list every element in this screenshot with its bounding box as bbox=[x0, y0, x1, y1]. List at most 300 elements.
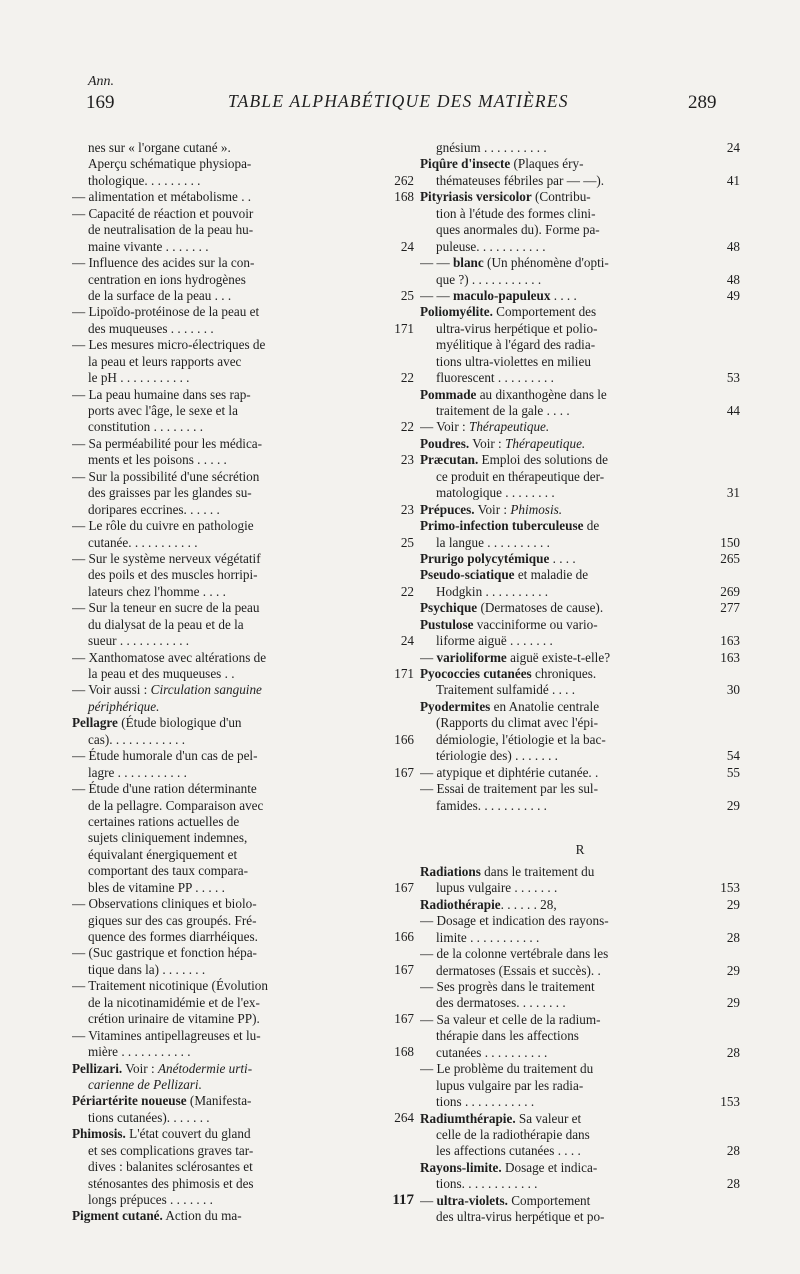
entry-text: Action du ma- bbox=[162, 1208, 242, 1224]
entry-text: — bbox=[420, 649, 437, 665]
page-ref: 29 bbox=[726, 962, 740, 978]
index-entry-line bbox=[72, 156, 414, 172]
page-ref: 117 bbox=[392, 1192, 414, 1208]
page-ref: 31 bbox=[726, 485, 740, 501]
entry-text: Voir : bbox=[122, 1060, 158, 1076]
entry-text: ports avec l'âge, le sexe et la bbox=[88, 403, 238, 418]
page-ref: 167 bbox=[394, 764, 414, 780]
entry-text: — Le rôle du cuivre en pathologie bbox=[72, 518, 254, 534]
entry-text: — Ses progrès dans le traitement bbox=[420, 979, 595, 994]
entry-text: — Voir : bbox=[420, 419, 469, 435]
entry-text: et maladie de bbox=[514, 567, 589, 583]
index-entry-heading bbox=[72, 1061, 414, 1077]
index-entry-line bbox=[72, 913, 414, 929]
index-entry-line bbox=[420, 946, 740, 962]
index-entry-line bbox=[420, 173, 740, 189]
entry-text: — Vitamines antipellagreuses et lu- bbox=[72, 1027, 261, 1043]
index-entry-line bbox=[72, 189, 414, 205]
entry-text: constitution . . . . . . . . bbox=[88, 419, 204, 435]
entry-term: Pityriasis versicolor bbox=[420, 189, 532, 205]
entry-term: Piqûre d'insecte bbox=[420, 156, 511, 172]
entry-text: — Voir aussi : bbox=[72, 682, 151, 698]
page-number: 289 bbox=[688, 92, 717, 113]
entry-text: des muqueuses . . . . . . . bbox=[88, 320, 214, 336]
page-ref: 28 bbox=[726, 1143, 740, 1159]
entry-term: Primo-infection tuberculeuse bbox=[420, 518, 584, 534]
entry-text: (Dermatoses de cause). bbox=[477, 600, 604, 616]
index-entry-heading bbox=[420, 304, 740, 320]
index-entry-line bbox=[420, 1193, 740, 1209]
entry-text: de la nicotinamidémie et de l'ex- bbox=[88, 994, 260, 1010]
entry-term: Præcutan. bbox=[420, 452, 479, 468]
index-entry-line bbox=[72, 880, 414, 896]
index-entry-line bbox=[420, 485, 740, 501]
entry-text: — de la colonne vertébrale dans les bbox=[420, 946, 609, 962]
index-entry-line bbox=[420, 913, 740, 929]
entry-text: ques anormales du). Forme pa- bbox=[436, 222, 600, 238]
entry-text: (Un phénomène d'opti- bbox=[483, 255, 609, 271]
index-entry-line bbox=[420, 1045, 740, 1061]
page-ref: 54 bbox=[726, 748, 740, 764]
index-entry-line bbox=[72, 732, 414, 748]
entry-text: des dermatoses. . . . . . . . bbox=[436, 995, 566, 1011]
entry-term: Prurigo polycytémique bbox=[420, 550, 550, 566]
entry-term: Pellagre bbox=[72, 715, 118, 731]
entry-text: de neutralisation de la peau hu- bbox=[88, 222, 254, 238]
index-entry-line bbox=[72, 1143, 414, 1159]
entry-text: chroniques. bbox=[531, 666, 597, 681]
page-ref: 41 bbox=[726, 172, 740, 188]
entry-text: . . . . bbox=[550, 287, 577, 303]
entry-term: Pommade bbox=[420, 386, 477, 402]
index-entry-line bbox=[72, 469, 414, 485]
index-entry-line bbox=[72, 633, 414, 649]
entry-text: — Les mesures micro-électriques de bbox=[72, 337, 266, 353]
index-entry-heading bbox=[420, 1160, 740, 1176]
page-ref: 29 bbox=[726, 797, 740, 813]
index-entry-line bbox=[72, 929, 414, 945]
index-entry-line bbox=[420, 765, 740, 781]
entry-term: Phimosis. bbox=[72, 1126, 126, 1142]
index-entry-line bbox=[420, 206, 740, 222]
page-ref: 49 bbox=[726, 287, 740, 303]
entry-text: liforme aiguë . . . . . . . bbox=[436, 633, 553, 649]
index-entry-line bbox=[420, 748, 740, 764]
index-entry-heading bbox=[420, 699, 740, 715]
entry-term: Radiumthérapie. bbox=[420, 1110, 516, 1126]
entry-text: . . . . . . 28, bbox=[500, 896, 557, 912]
index-entry-heading bbox=[420, 387, 740, 403]
index-entry-line bbox=[72, 748, 414, 764]
index-column-left bbox=[72, 140, 414, 1225]
index-entry-line bbox=[72, 584, 414, 600]
entry-subterm: maculo-papuleux bbox=[452, 287, 551, 303]
entry-text: tions. . . . . . . . . . . . bbox=[436, 1176, 538, 1192]
entry-text: Aperçu schématique physiopa- bbox=[88, 156, 252, 172]
page-ref: 23 bbox=[400, 501, 414, 517]
index-entry-line bbox=[72, 1176, 414, 1192]
entry-text: la peau et leurs rapports avec bbox=[88, 353, 242, 369]
entry-text: tique dans la) . . . . . . . bbox=[88, 961, 206, 977]
page-ref: 168 bbox=[394, 1044, 414, 1060]
entry-text: . . . . bbox=[549, 550, 576, 566]
entry-text: — Capacité de réaction et pouvoir bbox=[72, 205, 254, 221]
entry-text: de bbox=[583, 518, 600, 534]
entry-text: — Influence des acides sur la con- bbox=[72, 255, 255, 271]
entry-text: — Le problème du traitement du bbox=[420, 1061, 594, 1077]
section-letter: R bbox=[575, 841, 585, 857]
page-ref: 22 bbox=[400, 583, 414, 599]
entry-text: traitement de la gale . . . . bbox=[436, 403, 570, 418]
index-entry-line bbox=[420, 995, 740, 1011]
entry-term: Pustulose bbox=[420, 616, 474, 632]
entry-text: myélitique à l'égard des radia- bbox=[436, 337, 596, 353]
entry-text: ce produit en thérapeutique der- bbox=[436, 468, 605, 484]
entry-text: — Lipoïdo-protéinose de la peau et bbox=[72, 304, 260, 320]
page-ref: 55 bbox=[726, 764, 740, 780]
entry-text: que ?) . . . . . . . . . . . bbox=[436, 271, 542, 287]
entry-text: des ultra-virus herpétique et po- bbox=[436, 1209, 605, 1225]
entry-text: gnésium . . . . . . . . . . bbox=[436, 140, 547, 155]
entry-text: du dialysat de la peau et de la bbox=[88, 616, 244, 632]
index-entry-line bbox=[72, 337, 414, 353]
entry-text: — atypique et diphtérie cutanée. . bbox=[420, 764, 599, 780]
index-entry-line bbox=[420, 1061, 740, 1077]
index-entry-line bbox=[72, 370, 414, 386]
index-entry-line bbox=[420, 1012, 740, 1028]
entry-text: — — bbox=[420, 287, 453, 303]
index-entry-line bbox=[72, 1077, 414, 1093]
index-entry-heading bbox=[420, 600, 740, 616]
index-entry-heading bbox=[72, 1126, 414, 1142]
index-entry-line bbox=[72, 419, 414, 435]
index-entry-line bbox=[420, 272, 740, 288]
entry-text: la langue . . . . . . . . . . bbox=[436, 534, 550, 550]
index-entry-line bbox=[72, 485, 414, 501]
entry-text: — Sur la possibilité d'une sécrétion bbox=[72, 468, 260, 484]
page-ref: 167 bbox=[394, 1011, 414, 1027]
index-entry-line bbox=[72, 436, 414, 452]
index-entry-line bbox=[72, 288, 414, 304]
entry-text: thérapie dans les affections bbox=[436, 1028, 579, 1044]
page-ref: 163 bbox=[720, 649, 740, 665]
index-entry-line bbox=[72, 1044, 414, 1060]
entry-text: giques sur des cas groupés. Fré- bbox=[88, 912, 257, 928]
index-entry-line bbox=[420, 715, 740, 731]
page-ref: 28 bbox=[726, 1044, 740, 1060]
entry-text: aiguë existe-t-elle? bbox=[506, 649, 611, 665]
page-ref: 48 bbox=[726, 271, 740, 287]
entry-text: thologique. . . . . . . . . bbox=[88, 172, 201, 188]
entry-text: de la pellagre. Comparaison avec bbox=[88, 797, 264, 813]
index-entry-line bbox=[420, 1028, 740, 1044]
index-entry-line bbox=[420, 781, 740, 797]
entry-term: Pigment cutané. bbox=[72, 1208, 163, 1224]
entry-text: la peau et des muqueuses . . bbox=[88, 666, 235, 681]
entry-text: — La peau humaine dans ses rap- bbox=[72, 386, 251, 402]
index-entry-heading bbox=[72, 1093, 414, 1109]
section-gap bbox=[420, 814, 740, 834]
index-entry-line bbox=[72, 798, 414, 814]
index-entry-line bbox=[72, 765, 414, 781]
entry-text: sténosantes des phimosis et des bbox=[88, 1175, 254, 1191]
index-entry-line bbox=[420, 979, 740, 995]
index-entry-line bbox=[72, 222, 414, 238]
entry-text: — alimentation et métabolisme . . bbox=[72, 189, 252, 205]
page-ref: 25 bbox=[400, 287, 414, 303]
index-entry-line bbox=[420, 880, 740, 896]
entry-text: (Manifesta- bbox=[186, 1093, 252, 1109]
entry-text: famides. . . . . . . . . . . bbox=[436, 797, 547, 813]
entry-reference: Thérapeutique. bbox=[468, 419, 550, 435]
entry-text: tion à l'étude des formes clini- bbox=[436, 205, 596, 221]
index-entry-line bbox=[420, 732, 740, 748]
page-ref: 48 bbox=[726, 238, 740, 254]
entry-text: Voir : bbox=[474, 501, 511, 517]
index-entry-line bbox=[72, 650, 414, 666]
entry-text: vacciniforme ou vario- bbox=[473, 616, 598, 632]
entry-text: Dosage et indica- bbox=[501, 1159, 598, 1175]
entry-text: et ses complications graves tar- bbox=[88, 1142, 254, 1158]
index-entry-heading bbox=[420, 436, 740, 452]
page-ref: 168 bbox=[394, 189, 414, 205]
page-title: TABLE ALPHABÉTIQUE DES MATIÈRES bbox=[228, 91, 569, 111]
entry-text: — Étude d'une ration déterminante bbox=[72, 781, 257, 797]
index-entry-heading bbox=[420, 1111, 740, 1127]
entry-text: lateurs chez l'homme . . . . bbox=[88, 583, 226, 599]
index-entry-line bbox=[420, 222, 740, 238]
page-ref: 44 bbox=[726, 403, 740, 418]
entry-text: — Dosage et indication des rayons- bbox=[420, 913, 609, 929]
entry-text: Comportement des bbox=[492, 304, 597, 320]
index-entry-line bbox=[72, 206, 414, 222]
entry-text: — Essai de traitement par les sul- bbox=[420, 781, 598, 797]
entry-text: lupus vulgaire par les radia- bbox=[436, 1077, 584, 1093]
page-ref: 30 bbox=[726, 682, 740, 698]
index-entry-line bbox=[72, 567, 414, 583]
entry-text: le pH . . . . . . . . . . . bbox=[88, 370, 190, 386]
index-entry-line bbox=[72, 814, 414, 830]
entry-text: sujets cliniquement indemnes, bbox=[88, 830, 248, 846]
page-ref: 262 bbox=[394, 172, 414, 188]
index-entry-line bbox=[420, 1127, 740, 1143]
entry-text: (Contribu- bbox=[531, 189, 591, 205]
entry-text: lupus vulgaire . . . . . . . bbox=[436, 880, 558, 896]
index-entry-heading bbox=[420, 502, 740, 518]
index-entry-heading bbox=[420, 617, 740, 633]
index-entry-line bbox=[420, 419, 740, 435]
page-ref: 269 bbox=[720, 583, 740, 599]
entry-text: limite . . . . . . . . . . . bbox=[436, 929, 540, 945]
page-ref: 23 bbox=[400, 452, 414, 468]
entry-text: matologique . . . . . . . . bbox=[436, 485, 555, 501]
entry-text: en Anatolie centrale bbox=[490, 698, 600, 714]
index-entry-line bbox=[72, 304, 414, 320]
entry-term: Pseudo-sciatique bbox=[420, 567, 515, 583]
page-ref: 24 bbox=[400, 238, 414, 254]
entry-text: — (Suc gastrique et fonction hépa- bbox=[72, 945, 257, 961]
index-entry-line bbox=[420, 239, 740, 255]
entry-text: crétion urinaire de vitamine PP). bbox=[88, 1011, 260, 1027]
page-ref: 29 bbox=[726, 896, 740, 912]
page-ref: 28 bbox=[726, 1176, 740, 1192]
index-entry-line bbox=[420, 682, 740, 698]
index-entry-line bbox=[72, 617, 414, 633]
entry-text: de la surface de la peau . . . bbox=[88, 287, 232, 303]
index-entry-line bbox=[72, 321, 414, 337]
index-entry-line bbox=[420, 1209, 740, 1225]
entry-reference: Phimosis. bbox=[510, 501, 563, 517]
entry-text: des graisses par les glandes su- bbox=[88, 485, 252, 501]
index-entry-line bbox=[72, 896, 414, 912]
index-entry-line bbox=[420, 288, 740, 304]
index-entry-line bbox=[72, 452, 414, 468]
page-ref: 167 bbox=[394, 879, 414, 895]
index-entry-heading bbox=[420, 189, 740, 205]
index-entry-line bbox=[420, 1094, 740, 1110]
entry-term: Poudres. bbox=[420, 435, 470, 451]
page-ref: 53 bbox=[726, 370, 740, 386]
entry-text: cutanées . . . . . . . . . . bbox=[436, 1044, 548, 1060]
entry-term: Pellizari. bbox=[72, 1060, 123, 1076]
index-entry-heading bbox=[72, 1208, 414, 1224]
index-entry-line bbox=[420, 469, 740, 485]
page-ref: 22 bbox=[400, 370, 414, 386]
index-entry-line bbox=[72, 1011, 414, 1027]
entry-subterm: blanc bbox=[452, 255, 484, 271]
entry-text: thémateuses fébriles par — —). bbox=[436, 172, 605, 188]
page-ref: 24 bbox=[726, 140, 740, 155]
index-entry-heading bbox=[420, 666, 740, 682]
index-entry-line bbox=[72, 535, 414, 551]
header-volume-number: 169 bbox=[86, 92, 115, 113]
index-entry-line bbox=[72, 502, 414, 518]
entry-term: Radiations bbox=[420, 863, 481, 879]
index-entry-line bbox=[72, 666, 414, 682]
index-entry-line bbox=[72, 847, 414, 863]
entry-text: certaines rations actuelles de bbox=[88, 813, 240, 829]
index-entry-line bbox=[72, 682, 414, 698]
page-ref: 167 bbox=[394, 961, 414, 977]
entry-text: — Xanthomatose avec altérations de bbox=[72, 649, 267, 665]
entry-text: ments et les poisons . . . . . bbox=[88, 452, 227, 468]
entry-text: dives : balanites sclérosantes et bbox=[88, 1159, 253, 1175]
index-entry-heading bbox=[420, 518, 740, 534]
entry-text: longs prépuces . . . . . . . bbox=[88, 1192, 213, 1207]
index-entry-heading bbox=[72, 715, 414, 731]
index-entry-line bbox=[72, 830, 414, 846]
entry-term: Prépuces. bbox=[420, 501, 475, 517]
page-ref: 29 bbox=[726, 995, 740, 1011]
entry-text: tions ultra-violettes en milieu bbox=[436, 353, 591, 369]
entry-text: maine vivante . . . . . . . bbox=[88, 238, 209, 254]
entry-text: comportant des taux compara- bbox=[88, 863, 249, 879]
entry-text: (Étude biologique d'un bbox=[117, 715, 242, 731]
index-entry-line bbox=[72, 239, 414, 255]
entry-text: celle de la radiothérapie dans bbox=[436, 1126, 590, 1142]
index-entry-line bbox=[420, 1078, 740, 1094]
entry-text: Traitement sulfamidé . . . . bbox=[436, 682, 576, 698]
index-entry-line bbox=[420, 650, 740, 666]
entry-text: sueur . . . . . . . . . . . bbox=[88, 633, 190, 649]
index-entry-line bbox=[72, 1028, 414, 1044]
entry-text: — bbox=[420, 1192, 437, 1208]
page-ref: 163 bbox=[720, 633, 740, 649]
index-entry-line bbox=[72, 1159, 414, 1175]
index-entry-line bbox=[72, 863, 414, 879]
entry-text: Voir : bbox=[469, 435, 506, 451]
entry-text: quence des formes diarrhéiques. bbox=[88, 929, 258, 944]
page-ref: 265 bbox=[720, 550, 740, 566]
entry-text: Emploi des solutions de bbox=[478, 452, 608, 468]
index-entry-line bbox=[72, 1192, 414, 1208]
entry-text: doripares eccrines. . . . . . bbox=[88, 501, 220, 517]
index-entry-line bbox=[72, 962, 414, 978]
page-ref: 277 bbox=[720, 600, 740, 616]
entry-text: Sa valeur et bbox=[515, 1110, 582, 1126]
entry-text: mière . . . . . . . . . . . bbox=[88, 1044, 191, 1060]
index-entry-line bbox=[420, 321, 740, 337]
page-ref: 171 bbox=[394, 320, 414, 336]
entry-term: Pyococcies cutanées bbox=[420, 666, 532, 681]
page-ref: 264 bbox=[394, 1109, 414, 1125]
entry-text: dermatoses (Essais et succès). . bbox=[436, 962, 601, 978]
index-entry-heading bbox=[420, 551, 740, 567]
entry-text: L'état couvert du gland bbox=[125, 1126, 251, 1142]
entry-text: — Observations cliniques et biolo- bbox=[72, 896, 257, 912]
entry-text: les affections cutanées . . . . bbox=[436, 1143, 581, 1159]
index-entry-line bbox=[72, 699, 414, 715]
index-entry-line bbox=[72, 1110, 414, 1126]
index-entry-heading bbox=[420, 452, 740, 468]
entry-text: centration en ions hydrogènes bbox=[88, 271, 246, 287]
entry-text: — Sur le système nerveux végétatif bbox=[72, 550, 261, 566]
index-entry-line bbox=[72, 551, 414, 567]
index-entry-line bbox=[72, 255, 414, 271]
entry-text: Comportement bbox=[507, 1192, 591, 1208]
index-entry-heading bbox=[420, 897, 740, 913]
index-entry-line bbox=[72, 173, 414, 189]
header-annotation: Ann. bbox=[88, 74, 115, 89]
index-entry-line bbox=[72, 354, 414, 370]
page-ref: 153 bbox=[720, 880, 740, 896]
entry-reference: Anétodermie urti- bbox=[157, 1060, 253, 1076]
entry-text: lagre . . . . . . . . . . . bbox=[88, 764, 187, 780]
entry-text: — Traitement nicotinique (Évolution bbox=[72, 978, 268, 994]
page-ref: 166 bbox=[394, 731, 414, 747]
entry-term: Pyodermites bbox=[420, 698, 491, 714]
entry-text: démiologie, l'étiologie et la bac- bbox=[436, 731, 606, 747]
entry-text: (Rapports du climat avec l'épi- bbox=[436, 715, 599, 731]
index-entry-line bbox=[420, 633, 740, 649]
entry-subterm: varioliforme bbox=[436, 649, 507, 665]
index-entry-line bbox=[420, 403, 740, 419]
index-entry-line bbox=[72, 945, 414, 961]
entry-text: tions . . . . . . . . . . . bbox=[436, 1094, 535, 1110]
page-ref: 166 bbox=[394, 929, 414, 944]
index-entry-line bbox=[420, 1176, 740, 1192]
entry-term: Psychique bbox=[420, 600, 478, 616]
entry-text: au dixanthogène dans le bbox=[476, 386, 607, 402]
entry-text: — Sa valeur et celle de la radium- bbox=[420, 1011, 601, 1027]
entry-text: tériologie des) . . . . . . . bbox=[436, 748, 558, 764]
index-entry-line bbox=[72, 403, 414, 419]
index-entry-line bbox=[420, 255, 740, 271]
entry-subterm: ultra-violets. bbox=[436, 1192, 508, 1208]
entry-text: — Sa perméabilité pour les médica- bbox=[72, 435, 263, 451]
page-ref: 171 bbox=[394, 666, 414, 681]
index-column-right bbox=[420, 140, 740, 1226]
